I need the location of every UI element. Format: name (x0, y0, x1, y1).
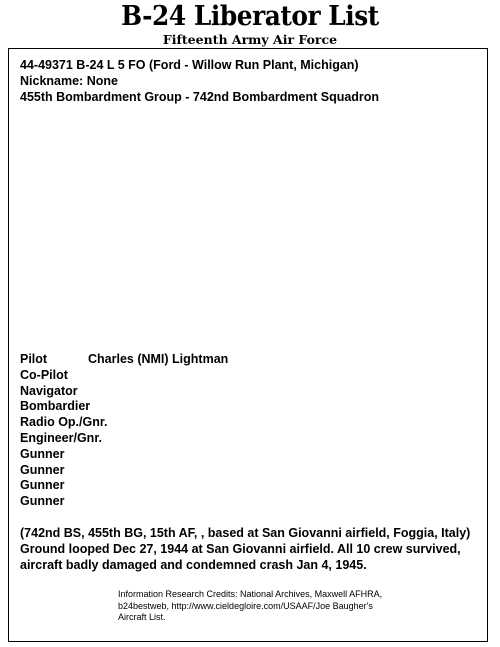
crew-row-engineer (20, 431, 228, 447)
serial-line: 44-49371 B-24 L 5 FO (Ford - Willow Run Plant, Michigan) (20, 58, 359, 72)
unit-line: 455th Bombardment Group - 742nd Bombardment Squadron (20, 90, 380, 104)
credits-line: Information Research Credits: National Archives, Maxwell AFHRA, (118, 589, 383, 599)
crew-name: Charles (NMI) Lightman (88, 352, 229, 366)
page-title: B-24 Liberator List (121, 1, 379, 32)
credits-line: Aircraft List. (118, 612, 166, 622)
crew-list (20, 352, 228, 510)
crew-role: Co-Pilot (20, 367, 68, 382)
credits-line: b24bestweb, http://www.cieldegloire.com/USAAF/Joe Baugher's (118, 600, 373, 611)
crew-row-gunner (20, 478, 228, 494)
crew-role: Gunner (20, 446, 65, 461)
narrative-line: Ground looped Dec 27, 1944 at San Giovanni airfield. All 10 crew survived, (20, 542, 461, 556)
aircraft-info (20, 57, 379, 105)
narrative-line: aircraft badly damaged and condemned crash Jan 4, 1945. (20, 558, 367, 572)
crew-row-gunner (20, 463, 228, 479)
crew-role: Gunner (20, 494, 65, 509)
crew-row-bombardier (20, 399, 228, 415)
crew-row-navigator (20, 384, 228, 400)
narrative (20, 525, 490, 573)
crew-role: Gunner (20, 462, 65, 477)
crew-row-copilot (20, 368, 228, 384)
crew-row-gunner (20, 494, 228, 510)
crew-row-radio-operator (20, 415, 228, 431)
narrative-line: (742nd BS, 455th BG, 15th AF, , based at San Giovanni airfield, Foggia, Italy) (20, 526, 471, 540)
crew-role: Gunner (20, 478, 65, 493)
crew-role: Pilot (20, 352, 48, 366)
crew-role: Radio Op./Gnr. (20, 415, 108, 430)
crew-role: Bombardier (20, 399, 91, 414)
crew-row-pilot (20, 352, 228, 368)
page-subtitle: Fifteenth Army Air Force (162, 32, 338, 47)
research-credits (118, 589, 438, 624)
crew-row-gunner (20, 447, 228, 463)
crew-role: Navigator (20, 383, 78, 398)
nickname-line: Nickname: None (20, 74, 118, 88)
crew-role: Engineer/Gnr. (20, 430, 102, 445)
